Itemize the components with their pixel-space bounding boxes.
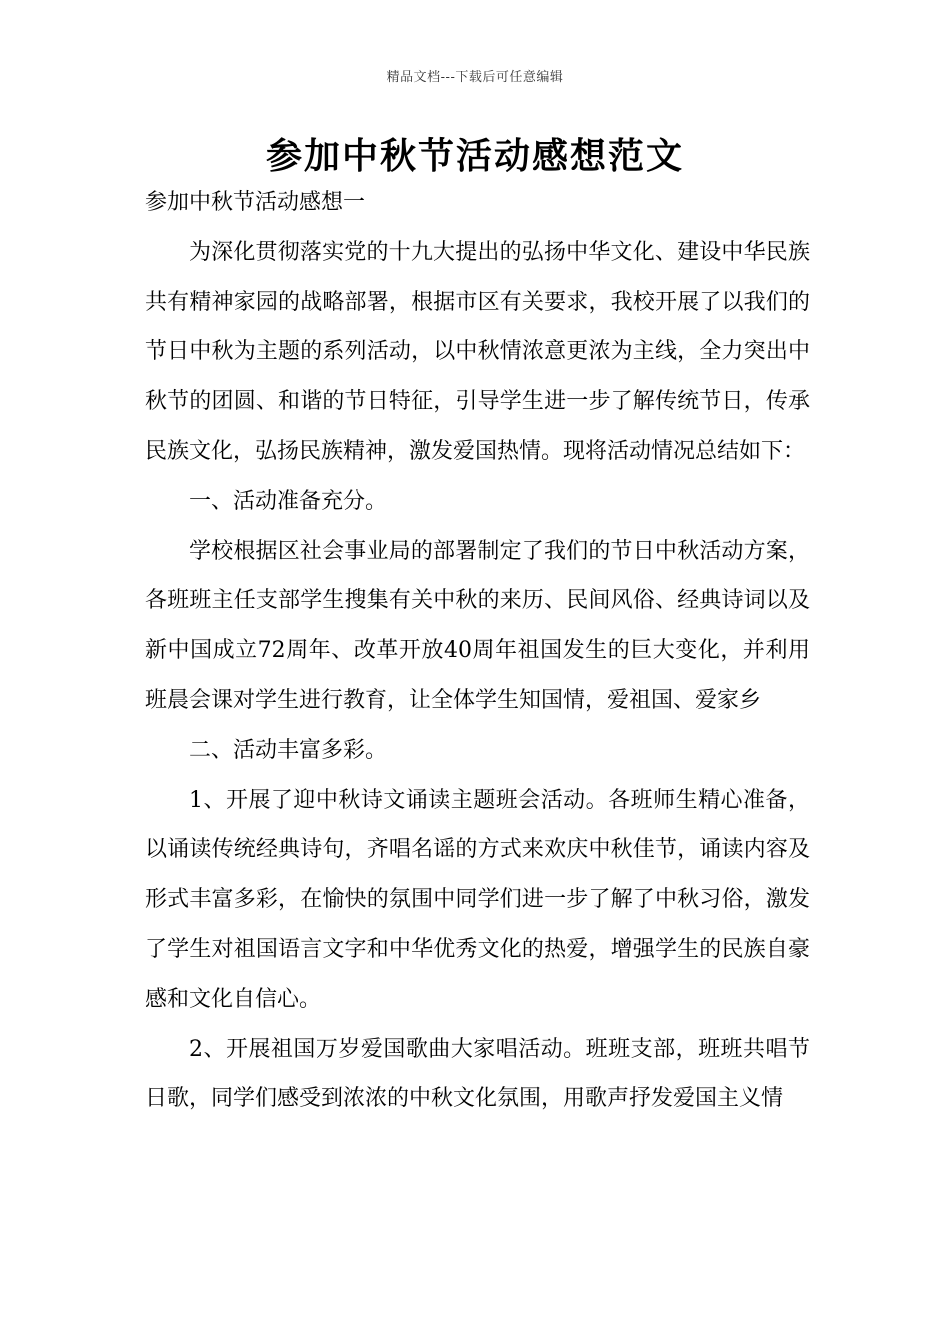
paragraph-preparation: 学校根据区社会事业局的部署制定了我们的节日中秋活动方案，各班班主任支部学生搜集有关中秋的来历、民间风俗、经典诗词以及新中国成立72周年、改革开放40周年祖国发生的巨大变化，并利用班晨会课对学生进行教育，让全体学生知国情，爱祖国、爱家乡 <box>145 538 810 713</box>
header-note: 精品文档---下载后可任意编辑 <box>386 70 564 85</box>
paragraph-intro: 为深化贯彻落实党的十九大提出的弘扬中华文化、建设中华民族共有精神家园的战略部署，根据市区有关要求，我校开展了以我们的节日中秋为主题的系列活动，以中秋情浓意更浓为主线，全力突出中秋节的团圆、和谐的节日特征，引导学生进一步了解传统节日，传承民族文化，弘扬民族精神，激发爱国热情。现将活动情况总结如下： <box>145 239 810 464</box>
section-subtitle: 参加中秋节活动感想一 <box>145 190 366 215</box>
heading-activities: 二、活动丰富多彩。 <box>189 737 388 763</box>
document-body <box>145 178 810 1124</box>
paragraph-activity-2: 2、开展祖国万岁爱国歌曲大家唱活动。班班支部，班班共唱节日歌，同学们感受到浓浓的中秋文化氛围，用歌声抒发爱国主义情 <box>145 1036 810 1112</box>
heading-preparation: 一、活动准备充分。 <box>189 488 388 514</box>
document-title: 参加中秋节活动感想范文 <box>265 136 684 177</box>
paragraph-activity-1: 1、开展了迎中秋诗文诵读主题班会活动。各班师生精心准备，以诵读传统经典诗句，齐唱名谣的方式来欢庆中秋佳节，诵读内容及形式丰富多彩，在愉快的氛围中同学们进一步了解了中秋习俗，激发了学生对祖国语言文字和中华优秀文化的热爱，增强学生的民族自豪感和文化自信心。 <box>145 787 810 1012</box>
